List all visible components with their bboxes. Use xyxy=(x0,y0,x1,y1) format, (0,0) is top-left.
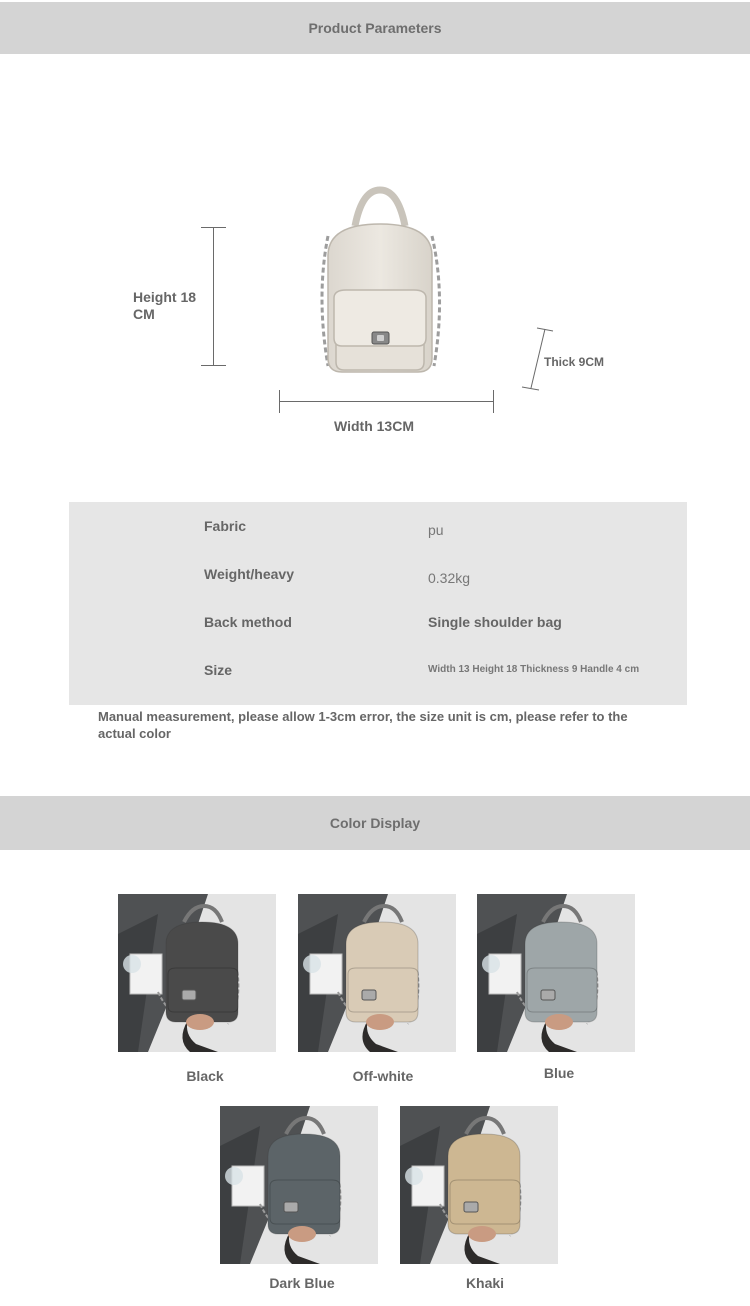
param-value: 0.32kg xyxy=(428,570,471,586)
section-header-colors xyxy=(0,796,750,850)
color-label: Dark Blue xyxy=(269,1275,335,1291)
param-value: pu xyxy=(428,522,444,538)
height-label: Height 18 CM xyxy=(133,289,197,322)
param-key: Back method xyxy=(204,614,292,630)
color-label: Off-white xyxy=(352,1068,414,1084)
section-header-parameters xyxy=(0,2,750,54)
table-row xyxy=(69,502,687,550)
height-cap-bottom xyxy=(201,365,226,366)
color-label: Khaki xyxy=(465,1275,505,1291)
table-row xyxy=(69,598,687,646)
section-title: Color Display xyxy=(329,815,421,831)
param-key: Fabric xyxy=(204,518,247,534)
color-swatch-off-white[interactable] xyxy=(298,894,456,1052)
color-swatch-blue[interactable] xyxy=(477,894,635,1052)
height-line xyxy=(213,227,214,366)
width-line xyxy=(279,401,494,402)
param-value: Single shoulder bag xyxy=(428,614,562,630)
param-key: Size xyxy=(204,662,233,678)
width-cap-left xyxy=(279,390,280,413)
measurement-note: Manual measurement, please allow 1-3cm error, the size unit is cm, please refer to the actual color xyxy=(98,709,628,741)
section-title: Product Parameters xyxy=(308,20,442,36)
table-row xyxy=(69,646,687,694)
thick-label: Thick 9CM xyxy=(544,355,605,369)
color-swatch-black[interactable] xyxy=(118,894,276,1052)
height-cap-top xyxy=(201,227,226,228)
color-label: Black xyxy=(186,1068,224,1084)
width-cap-right xyxy=(493,390,494,413)
param-key: Weight/heavy xyxy=(204,566,294,582)
parameter-table xyxy=(69,502,687,705)
color-swatch-dark-blue[interactable] xyxy=(220,1106,378,1264)
color-swatch-khaki[interactable] xyxy=(400,1106,558,1264)
param-value: Width 13 Height 18 Thickness 9 Handle 4 cm xyxy=(428,664,640,675)
backpack-illustration xyxy=(300,186,460,376)
color-label: Blue xyxy=(543,1065,575,1081)
table-row xyxy=(69,550,687,598)
width-label: Width 13CM xyxy=(334,418,414,434)
